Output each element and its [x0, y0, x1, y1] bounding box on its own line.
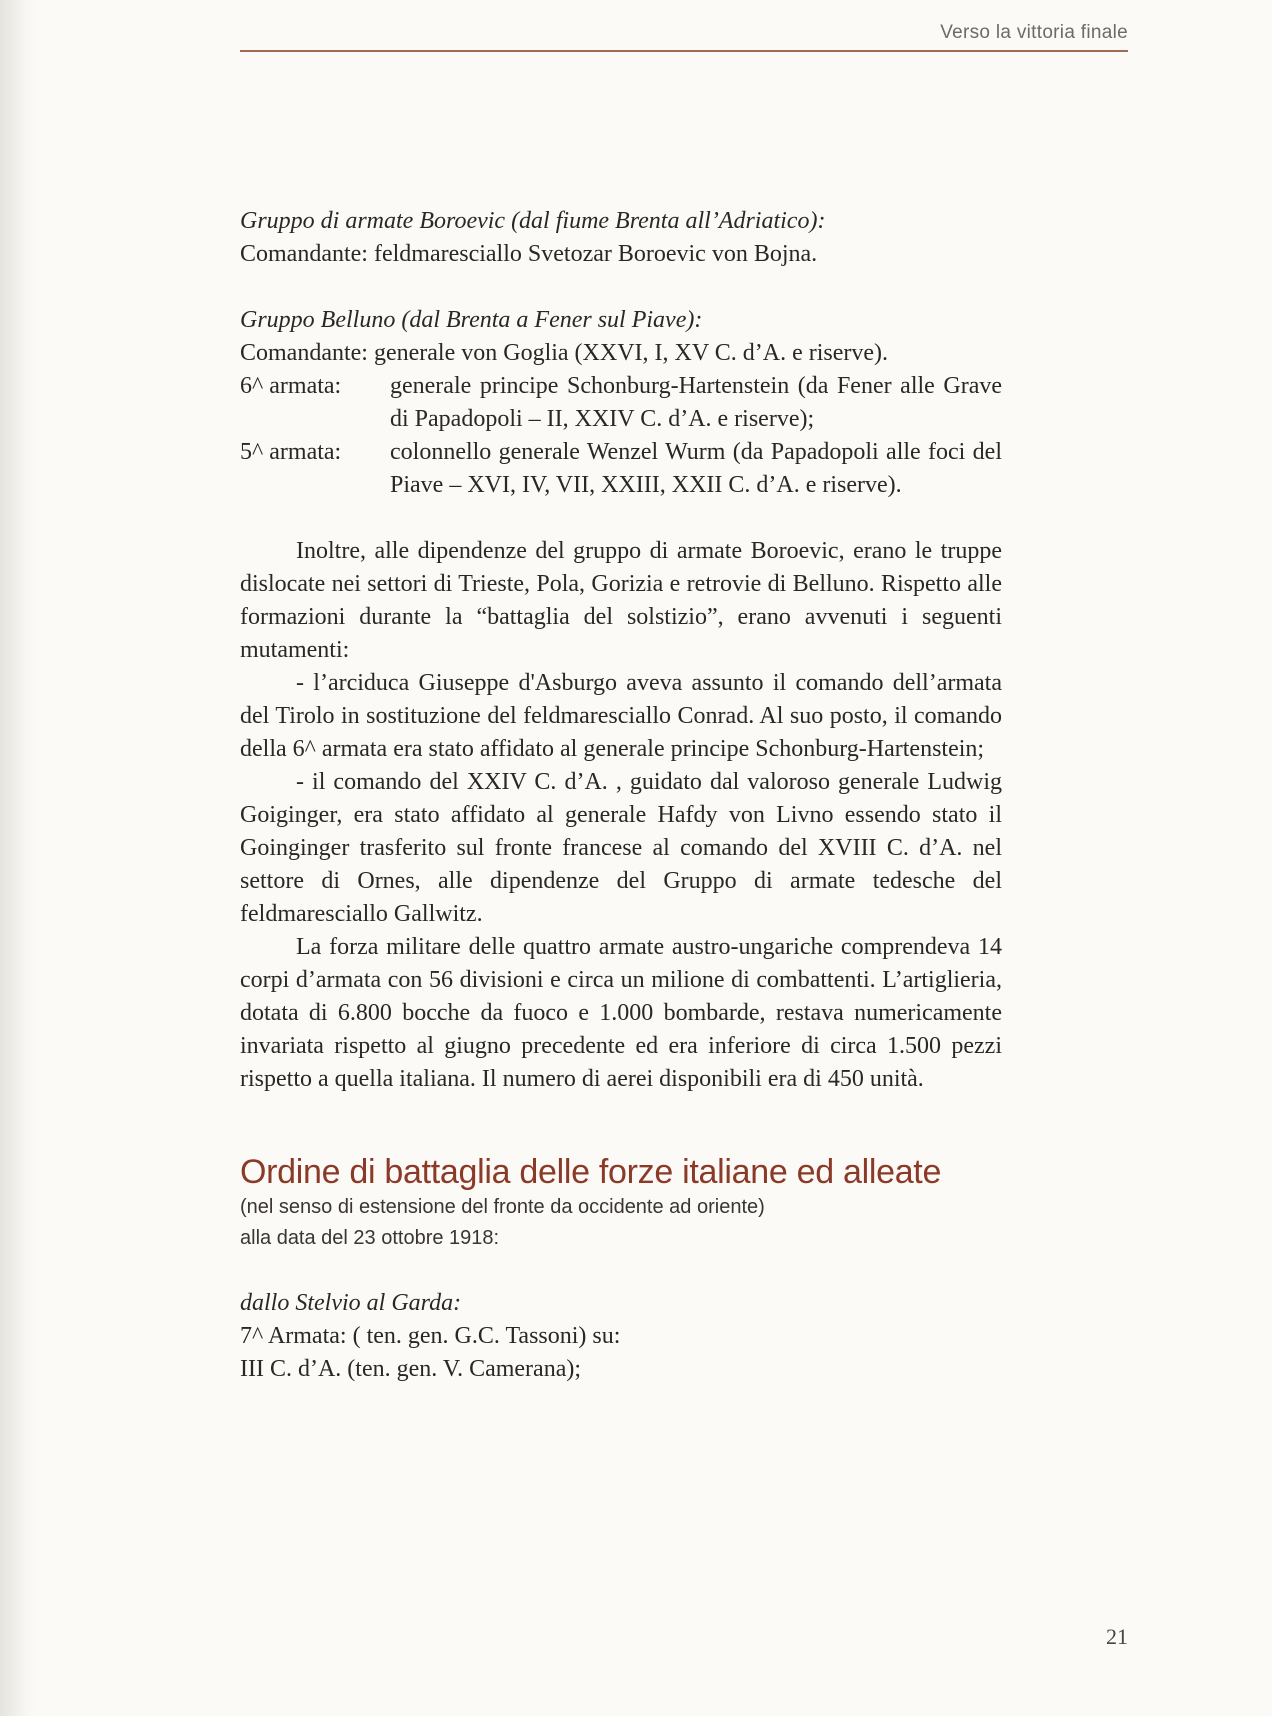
army-entry	[240, 370, 1002, 436]
army-description: colonnello generale Wenzel Wurm (da Papadopoli alle foci del Piave – XVI, IV, VII, XXIII, XXII C. d’A. e riserve).	[390, 439, 1002, 498]
section-title: Ordine di battaglia delle forze italiane ed alleate	[240, 1153, 942, 1191]
boroevic-group-heading: Gruppo di armate Boroevic (dal fiume Brenta all’Adriatico):	[240, 208, 826, 234]
spacer	[240, 271, 1002, 304]
belluno-group-heading: Gruppo Belluno (dal Brenta a Fener sul Piave):	[240, 307, 703, 333]
section-date-line: alla data del 23 ottobre 1918:	[240, 1227, 500, 1249]
page-number: 21	[1106, 1624, 1128, 1649]
section-subtitle: (nel senso di estensione del fronte da occidente ad oriente)	[240, 1196, 765, 1218]
army-label: 6^ armata:	[240, 373, 342, 399]
body-list-item: - l’arciduca Giuseppe d'Asburgo aveva assunto il comando dell’armata del Tirolo in sostituzione del feldmaresciallo Conrad. Al suo posto, il comando della 6^ armata era stato affidato al generale principe Schonburg-Hartenstein;	[240, 670, 1002, 762]
boroevic-commander: Comandante: feldmaresciallo Svetozar Boroevic von Bojna.	[240, 241, 818, 267]
body-list-item: - il comando del XXIV C. d’A. , guidato dal valoroso generale Ludwig Goiginger, era stato affidato al generale Hafdy von Livno essendo stato il Goinginger trasferito sul fronte francese al comando del XVIII C. d’A. nel settore di Ornes, alle dipendenze del Gruppo di armate tedesche del feldmaresciallo Gallwitz.	[240, 769, 1002, 927]
order-line: III C. d’A. (ten. gen. V. Camerana);	[240, 1356, 582, 1382]
spacer	[240, 1254, 1002, 1287]
spacer	[240, 502, 1002, 535]
running-header: Verso la vittoria finale	[940, 22, 1128, 43]
body-paragraph: Inoltre, alle dipendenze del gruppo di armate Boroevic, erano le truppe dislocate nei settori di Trieste, Pola, Gorizia e retrovie di Belluno. Rispetto alle formazioni durante la “battaglia del solstizio”, erano avvenuti i seguenti mutamenti:	[240, 538, 1002, 663]
army-description: generale principe Schonburg-Hartenstein (da Fener alle Grave di Papadopoli – II, XXIV C. d’A. e riserve);	[390, 373, 1002, 432]
belluno-commander: Comandante: generale von Goglia (XXVI, I, XV C. d’A. e riserve).	[240, 340, 889, 366]
header-rule	[240, 50, 1128, 52]
page-content	[240, 205, 1002, 1386]
army-entry	[240, 436, 1002, 502]
body-paragraph: La forza militare delle quattro armate austro-ungariche comprendeva 14 corpi d’armata con 56 divisioni e circa un milione di combattenti. L’artiglieria, dotata di 6.800 bocche da fuoco e 1.000 bombarde, restava numericamente invariata rispetto al giugno precedente ed era inferiore di circa 1.500 pezzi rispetto a quella italiana. Il numero di aerei disponibili era di 450 unità.	[240, 934, 1002, 1092]
army-label: 5^ armata:	[240, 439, 342, 465]
front-heading: dallo Stelvio al Garda:	[240, 1290, 462, 1316]
page-gutter-shadow	[0, 0, 36, 1716]
order-line: 7^ Armata: ( ten. gen. G.C. Tassoni) su:	[240, 1323, 621, 1349]
